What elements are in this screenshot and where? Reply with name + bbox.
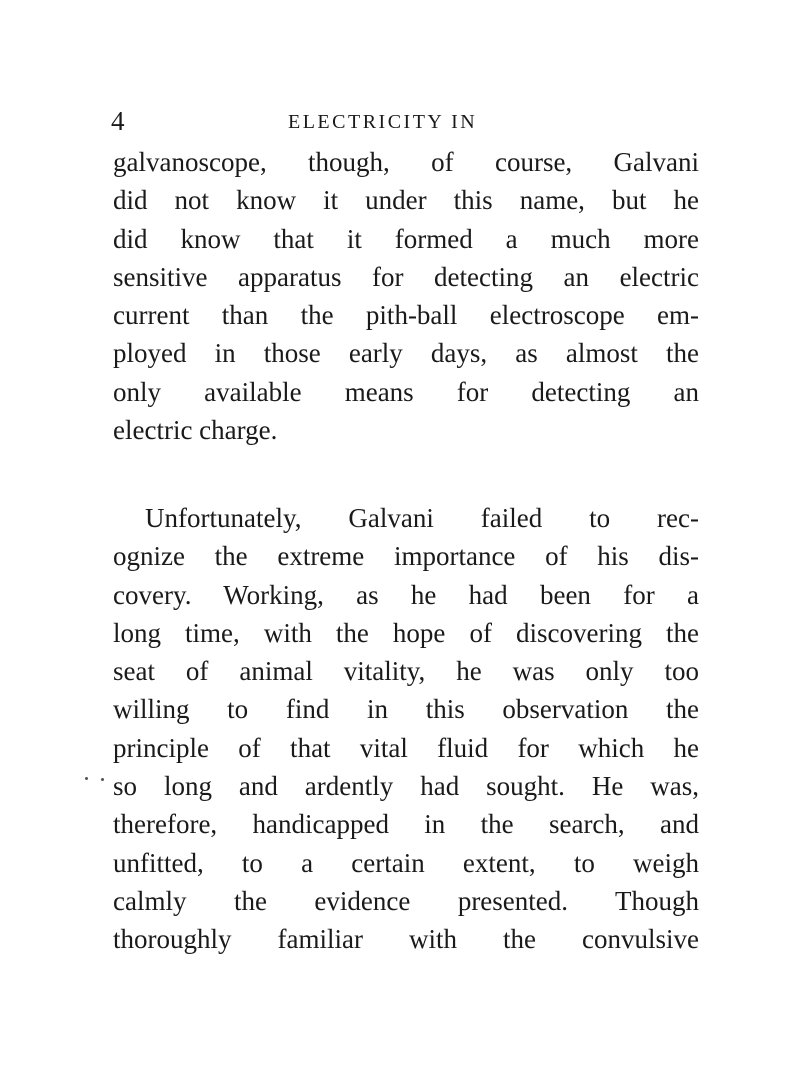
print-speck: [101, 778, 104, 781]
text-line: only available means for detecting an: [113, 376, 699, 407]
print-speck: [85, 777, 88, 780]
text-line: ployed in those early days, as almost the: [113, 338, 699, 369]
text-line: ognize the extreme importance of his dis-: [113, 541, 699, 572]
text-line: current than the pith-ball electroscope em-: [113, 300, 699, 331]
text-line: principle of that vital fluid for which he: [113, 732, 699, 763]
text-line: long time, with the hope of discovering the: [113, 617, 699, 648]
text-line: so long and ardently had sought. He was,: [113, 771, 699, 802]
paragraph-2: [113, 499, 699, 959]
text-line: sensitive apparatus for detecting an electric: [113, 261, 699, 292]
text-line: Unfortunately, Galvani failed to rec-: [145, 503, 699, 533]
text-line: calmly the evidence presented. Though: [113, 885, 699, 916]
paragraph-1: [113, 143, 699, 449]
text-line: therefore, handicapped in the search, and: [113, 809, 699, 840]
running-title: ELECTRICITY IN: [288, 111, 478, 133]
running-head: [0, 106, 800, 136]
text-line: covery. Working, as he had been for a: [113, 579, 699, 610]
text-line: willing to find in this observation the: [113, 694, 699, 725]
text-line: galvanoscope, though, of course, Galvani: [113, 147, 699, 177]
text-line: did not know it under this name, but he: [113, 185, 699, 216]
text-line: electric charge.: [113, 415, 278, 446]
text-line: did know that it formed a much more: [113, 223, 699, 254]
text-line: unfitted, to a certain extent, to weigh: [113, 847, 699, 878]
text-line: thoroughly familiar with the convulsive: [113, 924, 699, 955]
text-line: seat of animal vitality, he was only too: [113, 656, 699, 687]
page-number: 4: [111, 106, 125, 136]
